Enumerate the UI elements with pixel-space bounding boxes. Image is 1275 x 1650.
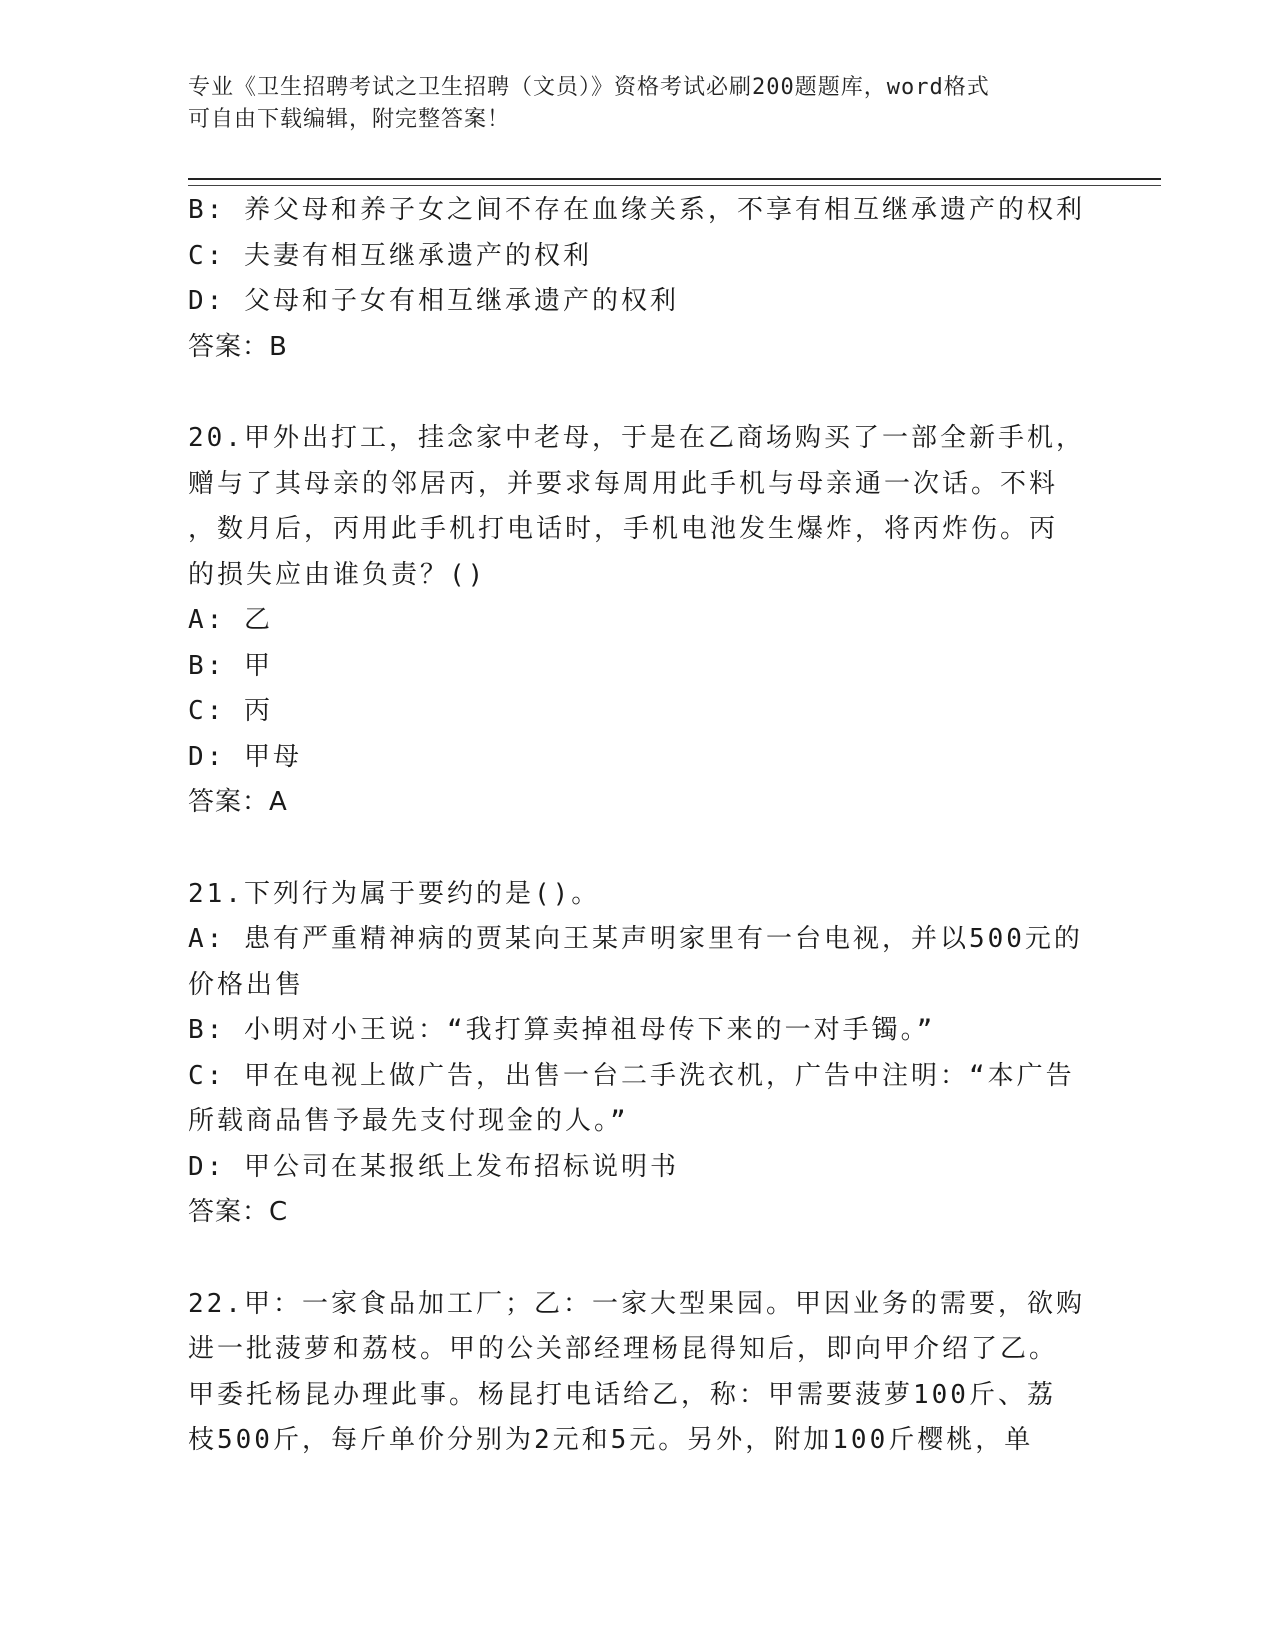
q20-stem-line-1: 20.甲外出打工，挂念家中老母，于是在乙商场购买了一部全新手机， xyxy=(188,423,1085,453)
q20-option-a: A: 乙 xyxy=(188,605,273,635)
q20-stem-line-4: 的损失应由谁负责？() xyxy=(188,559,487,590)
q20-option-b: B: 甲 xyxy=(188,650,273,681)
q21-option-c-line-2: 所载商品售予最先支付现金的人。” xyxy=(188,1106,629,1136)
q20-stem-line-2: 赠与了其母亲的邻居丙，并要求每周用此手机与母亲通一次话。不料 xyxy=(188,468,1059,499)
q19-option-c: C: 夫妻有相互继承遗产的权利 xyxy=(188,240,592,271)
header-title-line-1: 专业《卫生招聘考试之卫生招聘（文员）》资格考试必刷200题题库，word格式 xyxy=(188,75,990,100)
q20-stem-line-3: ，数月后，丙用此手机打电话时，手机电池发生爆炸，将丙炸伤。丙 xyxy=(188,514,1059,544)
q22-stem-line-2: 进一批菠萝和荔枝。甲的公关部经理杨昆得知后，即向甲介绍了乙。 xyxy=(188,1334,1059,1364)
document-header xyxy=(188,72,1068,136)
q20-option-d: D: 甲母 xyxy=(188,741,302,772)
q19-answer: 答案：B xyxy=(188,331,288,362)
question-spacer xyxy=(188,370,1088,416)
q21-answer: 答案：C xyxy=(188,1197,289,1227)
header-divider-thick xyxy=(188,178,1161,180)
q20-answer: 答案：A xyxy=(188,787,288,817)
q21-stem: 21.下列行为属于要约的是()。 xyxy=(188,878,601,909)
header-divider-thin xyxy=(188,185,1161,186)
q19-option-b: B: 养父母和养子女之间不存在血缘关系，不享有相互继承遗产的权利 xyxy=(188,195,1085,225)
q21-option-a-line-2: 价格出售 xyxy=(188,969,305,1000)
q21-option-a-line-1: A: 患有严重精神病的贾某向王某声明家里有一台电视，并以500元的 xyxy=(188,924,1083,954)
q22-stem-line-3: 甲委托杨昆办理此事。杨昆打电话给乙，称：甲需要菠萝100斤、荔 xyxy=(188,1379,1056,1410)
q21-option-d: D: 甲公司在某报纸上发布招标说明书 xyxy=(188,1151,679,1182)
question-content xyxy=(188,188,1088,1464)
q21-option-b: B: 小明对小王说：“我打算卖掉祖母传下来的一对手镯。” xyxy=(188,1015,936,1045)
question-spacer xyxy=(188,1236,1088,1282)
question-spacer xyxy=(188,826,1088,872)
q19-option-d: D: 父母和子女有相互继承遗产的权利 xyxy=(188,286,679,316)
q20-option-c: C: 丙 xyxy=(188,696,273,726)
header-title-line-2: 可自由下载编辑，附完整答案！ xyxy=(188,107,511,132)
q22-stem-line-4: 枝500斤，每斤单价分别为2元和5元。另外，附加100斤樱桃，单 xyxy=(188,1425,1034,1455)
q22-stem-line-1: 22.甲：一家食品加工厂；乙：一家大型果园。甲因业务的需要，欲购 xyxy=(188,1288,1085,1319)
q21-option-c-line-1: C: 甲在电视上做广告，出售一台二手洗衣机，广告中注明：“本广告 xyxy=(188,1060,1075,1091)
